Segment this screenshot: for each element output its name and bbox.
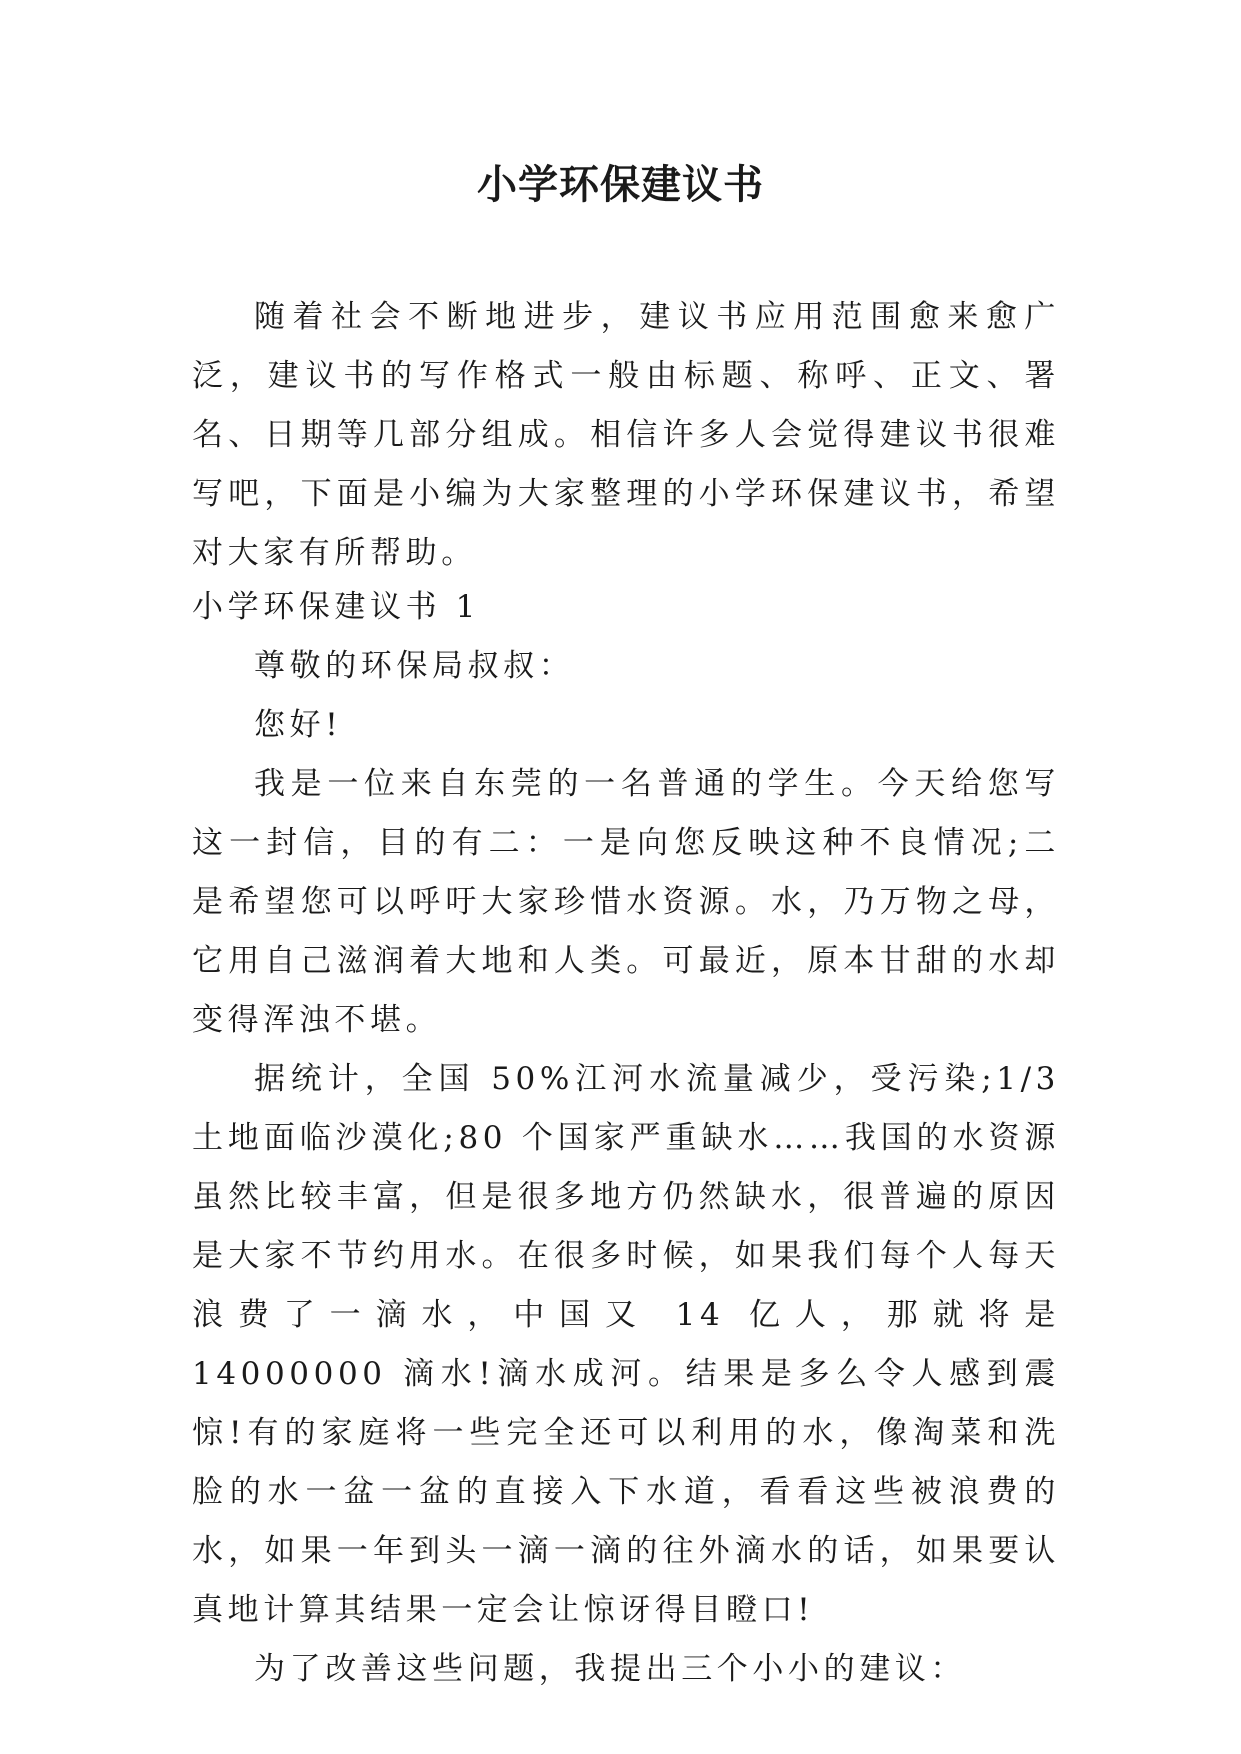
letter-paragraph: 我是一位来自东莞的一名普通的学生。今天给您写这一封信，目的有二：一是向您反映这种不良情况;二是希望您可以呼吁大家珍惜水资源。水，乃万物之母，它用自己滋润着大地和人类。可最近，原本甘甜的水却变得浑浊不堪。: [192, 766, 1060, 1038]
letter-paragraph: 据统计，全国 50%江河水流量减少，受污染;1/3 土地面临沙漠化;80 个国家严重缺水……我国的水资源虽然比较丰富，但是很多地方仍然缺水，很普遍的原因是大家不节约用水。在很多时候，如果我们每个人每天浪费了一滴水，中国又 14 亿人，那就将是 14000000 滴水!滴水成河。结果是多么令人感到震惊!有的家庭将一些完全还可以利用的水，像淘菜和洗脸的水一盆一盆的直接入下水道，看看这些被浪费的水，如果一年到头一滴一滴的往外滴水的话，如果要认真地计算其结果一定会让惊讶得目瞪口!: [192, 1061, 1060, 1628]
letter-paragraph: 为了改善这些问题，我提出三个小小的建议：: [254, 1651, 966, 1687]
intro-section: [192, 288, 1060, 583]
letter-salutation: 尊敬的环保局叔叔：: [254, 648, 575, 684]
letter-section: [192, 578, 1060, 1699]
letter-heading: 小学环保建议书 1: [192, 589, 480, 625]
document-title: 小学环保建议书: [477, 161, 764, 208]
letter-greeting: 您好!: [254, 707, 343, 743]
intro-paragraph: 随着社会不断地进步，建议书应用范围愈来愈广泛，建议书的写作格式一般由标题、称呼、正文、署名、日期等几部分组成。相信许多人会觉得建议书很难写吧，下面是小编为大家整理的小学环保建议书，希望对大家有所帮助。: [192, 299, 1060, 571]
